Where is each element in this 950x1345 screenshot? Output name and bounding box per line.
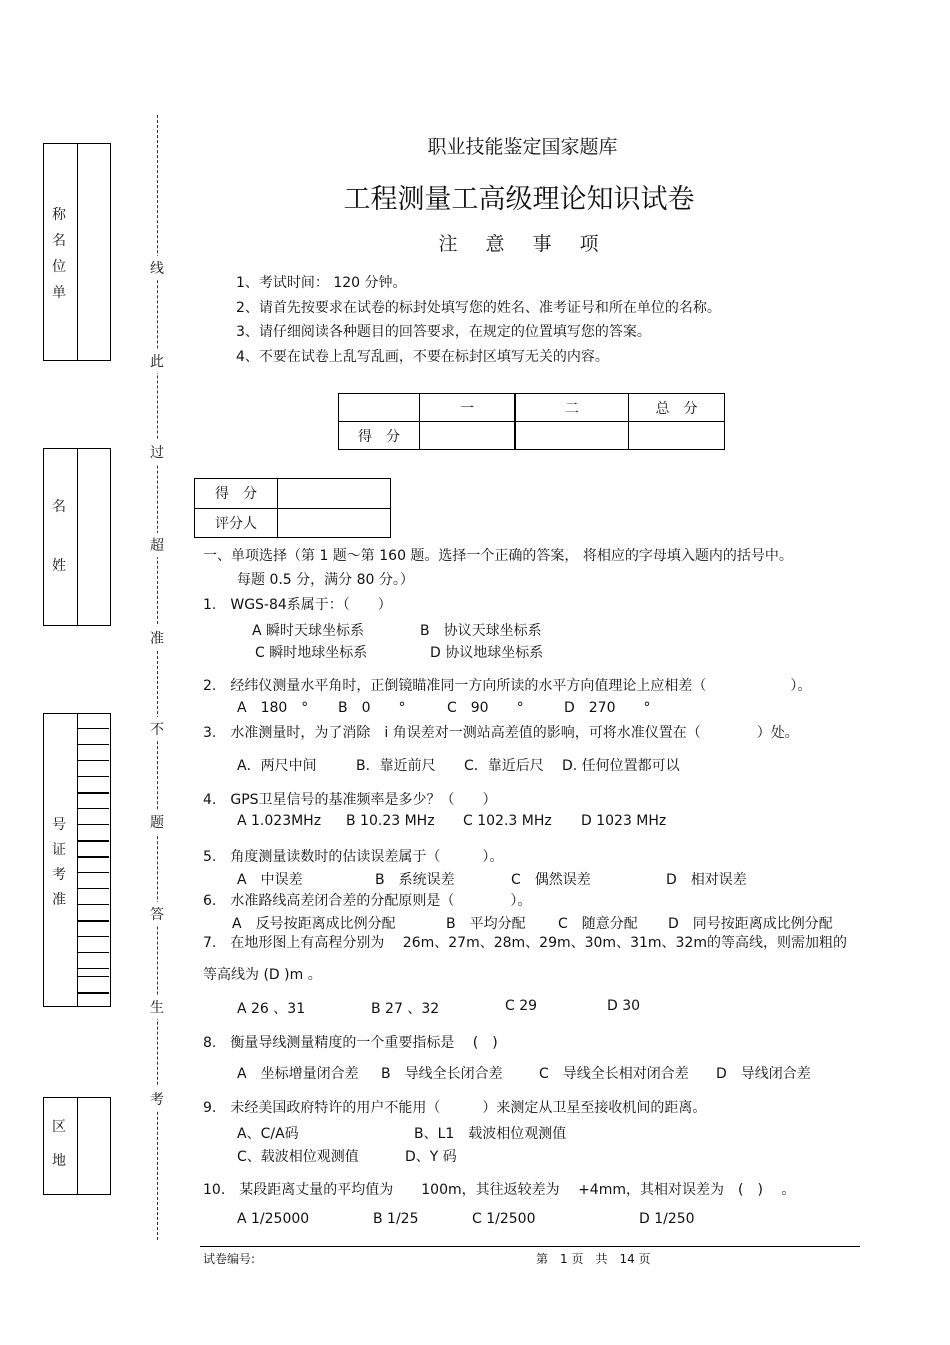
score-header-cell: 总 分 bbox=[629, 394, 725, 422]
option[interactable]: B 导线全长闭合差 bbox=[381, 1066, 503, 1082]
area-label-char: 地 bbox=[52, 1153, 66, 1169]
grader-name-cell[interactable] bbox=[278, 508, 391, 538]
option[interactable]: B 0 ° bbox=[338, 700, 406, 716]
option[interactable]: C 瞬时地球坐标系 bbox=[255, 645, 368, 661]
option[interactable]: C 102.3 MHz bbox=[463, 813, 552, 829]
score-header-cell: 二 bbox=[515, 394, 629, 422]
note-item: 4、不要在试卷上乱写乱画，不要在标封区填写无关的内容。 bbox=[236, 349, 609, 365]
name-label-char: 姓 bbox=[52, 558, 66, 574]
option[interactable]: A 180 ° bbox=[237, 700, 309, 716]
option[interactable]: C．靠近后尺 bbox=[464, 758, 544, 774]
exam-id-label-char: 号 bbox=[52, 817, 66, 833]
binding-line-char: 生 bbox=[150, 995, 164, 1019]
exam-bank-title: 职业技能鉴定国家题库 bbox=[427, 136, 618, 158]
option[interactable]: D 1/250 bbox=[639, 1211, 695, 1227]
binding-line-char: 准 bbox=[150, 626, 164, 650]
score-header-cell bbox=[339, 394, 420, 422]
question-text: 10. 某段距离丈量的平均值为 100m，其往返较差为 +4mm，其相对误差为 ( ) 。 bbox=[203, 1182, 796, 1198]
option[interactable]: A、C/A码 bbox=[237, 1126, 299, 1142]
option[interactable]: A 中误差 bbox=[237, 872, 303, 888]
exam-code-label: 试卷编号: bbox=[203, 1252, 256, 1266]
option[interactable]: B、L1 载波相位观测值 bbox=[414, 1126, 567, 1142]
question-text: 2. 经纬仪测量水平角时，正倒镜瞄准同一方向所读的水平方向值理论上应相差（ ）。 bbox=[203, 678, 812, 694]
page-indicator: 第 1 页 共 14 页 bbox=[536, 1252, 651, 1266]
option[interactable]: D 相对误差 bbox=[666, 872, 747, 888]
option[interactable]: A 瞬时天球坐标系 bbox=[252, 623, 365, 639]
option[interactable]: D. 任何位置都可以 bbox=[562, 758, 680, 774]
option[interactable]: A 26 、31 bbox=[237, 1001, 306, 1017]
option[interactable]: A 坐标增量闭合差 bbox=[237, 1066, 359, 1082]
unit-label-char: 名 bbox=[52, 233, 66, 249]
question-text: 8. 衡量导线测量精度的一个重要指标是 ( ) bbox=[203, 1035, 498, 1051]
option[interactable]: B 协议天球坐标系 bbox=[420, 623, 542, 639]
binding-line-char: 考 bbox=[150, 1087, 164, 1111]
grader-table bbox=[194, 478, 391, 538]
option[interactable]: B 10.23 MHz bbox=[346, 813, 435, 829]
option[interactable]: C 偶然误差 bbox=[511, 872, 591, 888]
option[interactable]: D、Y 码 bbox=[405, 1149, 457, 1165]
option[interactable]: D 同号按距离成比例分配 bbox=[668, 916, 833, 932]
question-text: 3. 水准测量时，为了消除 i 角误差对一测站高差值的影响，可将水准仪置在（ ）处。 bbox=[203, 725, 799, 741]
option[interactable]: D 30 bbox=[607, 998, 641, 1014]
option[interactable]: D 1023 MHz bbox=[581, 813, 667, 829]
question-text: 1. WGS-84系属于：（ ） bbox=[203, 597, 392, 613]
grader-name-label: 评分人 bbox=[195, 508, 278, 538]
score-cell[interactable] bbox=[629, 422, 725, 450]
score-row-label: 得 分 bbox=[339, 422, 420, 450]
exam-id-label-char: 准 bbox=[52, 892, 66, 908]
question-text: 9. 未经美国政府特许的用户不能用（ ）来测定从卫星至接收机间的距离。 bbox=[203, 1100, 707, 1116]
binding-dashed-line bbox=[157, 115, 158, 1240]
option[interactable]: B 27 、32 bbox=[371, 1001, 440, 1017]
option[interactable]: C 90 ° bbox=[447, 700, 524, 716]
binding-line-char: 此 bbox=[150, 349, 164, 373]
question-text: 5. 角度测量读数时的估读误差属于（ ）。 bbox=[203, 849, 504, 865]
area-box bbox=[43, 1097, 111, 1195]
score-cell[interactable] bbox=[515, 422, 629, 450]
option[interactable]: D 导线闭合差 bbox=[716, 1066, 811, 1082]
binding-line-char: 线 bbox=[150, 256, 164, 280]
binding-line-char: 不 bbox=[150, 717, 164, 741]
option[interactable]: C 随意分配 bbox=[558, 916, 638, 932]
binding-line-char: 答 bbox=[150, 902, 164, 926]
option[interactable]: C 1/2500 bbox=[472, 1211, 536, 1227]
option[interactable]: D 270 ° bbox=[564, 700, 651, 716]
option[interactable]: C 导线全长相对闭合差 bbox=[539, 1066, 689, 1082]
section-subtitle: 每题 0.5 分，满分 80 分。） bbox=[237, 572, 414, 588]
grader-score-label: 得 分 bbox=[195, 479, 278, 509]
exam-title: 工程测量工高级理论知识试卷 bbox=[343, 184, 695, 215]
option[interactable]: A 1/25000 bbox=[237, 1211, 310, 1227]
binding-line-char: 过 bbox=[150, 440, 164, 464]
option[interactable]: C 29 bbox=[505, 998, 538, 1014]
score-cell[interactable] bbox=[420, 422, 516, 450]
option[interactable]: B 1/25 bbox=[373, 1211, 419, 1227]
section-title: 一、单项选择（第 1 题～第 160 题。选择一个正确的答案， 将相应的字母填入题内的括号中。 bbox=[203, 548, 793, 564]
note-item: 3、请仔细阅读各种题目的回答要求，在规定的位置填写您的答案。 bbox=[236, 324, 651, 340]
option[interactable]: C、载波相位观测值 bbox=[237, 1149, 359, 1165]
unit-label-char: 单 bbox=[52, 285, 66, 301]
grader-score-cell[interactable] bbox=[278, 479, 391, 509]
unit-label-char: 位 bbox=[52, 259, 66, 275]
binding-line-char: 题 bbox=[150, 810, 164, 834]
question-text: 4. GPS卫星信号的基准频率是多少？（ ） bbox=[203, 792, 497, 808]
footer-divider bbox=[200, 1246, 860, 1247]
score-header-cell: 一 bbox=[420, 394, 516, 422]
question-text: 6. 水准路线高差闭合差的分配原则是（ ）。 bbox=[203, 893, 532, 909]
option[interactable]: A 1.023MHz bbox=[237, 813, 322, 829]
question-text: 7. 在地形图上有高程分别为 26m、27m、28m、29m、30m、31m、32m的等高线，则需加粗的 bbox=[203, 935, 847, 951]
option[interactable]: B 系统误差 bbox=[375, 872, 455, 888]
score-table bbox=[338, 393, 725, 450]
option[interactable]: B 平均分配 bbox=[446, 916, 526, 932]
notice-heading: 注意事项 bbox=[438, 233, 627, 255]
binding-line-char: 超 bbox=[150, 533, 164, 557]
name-box bbox=[43, 448, 111, 626]
unit-label-char: 称 bbox=[52, 207, 66, 223]
option[interactable]: D 协议地球坐标系 bbox=[430, 645, 544, 661]
exam-id-box bbox=[43, 713, 111, 1007]
note-item: 2、请首先按要求在试卷的标封处填写您的姓名、准考证号和所在单位的名称。 bbox=[236, 300, 721, 316]
name-label-char: 名 bbox=[52, 499, 66, 515]
option[interactable]: A．两尺中间 bbox=[237, 758, 317, 774]
area-label-char: 区 bbox=[52, 1119, 66, 1135]
option[interactable]: A 反号按距离成比例分配 bbox=[232, 916, 396, 932]
question-text-cont: 等高线为 (D )m 。 bbox=[203, 967, 322, 983]
exam-id-label-char: 证 bbox=[52, 842, 66, 858]
option[interactable]: B．靠近前尺 bbox=[356, 758, 436, 774]
exam-id-label-char: 考 bbox=[52, 867, 66, 883]
note-item: 1、考试时间： 120 分钟。 bbox=[236, 275, 407, 291]
